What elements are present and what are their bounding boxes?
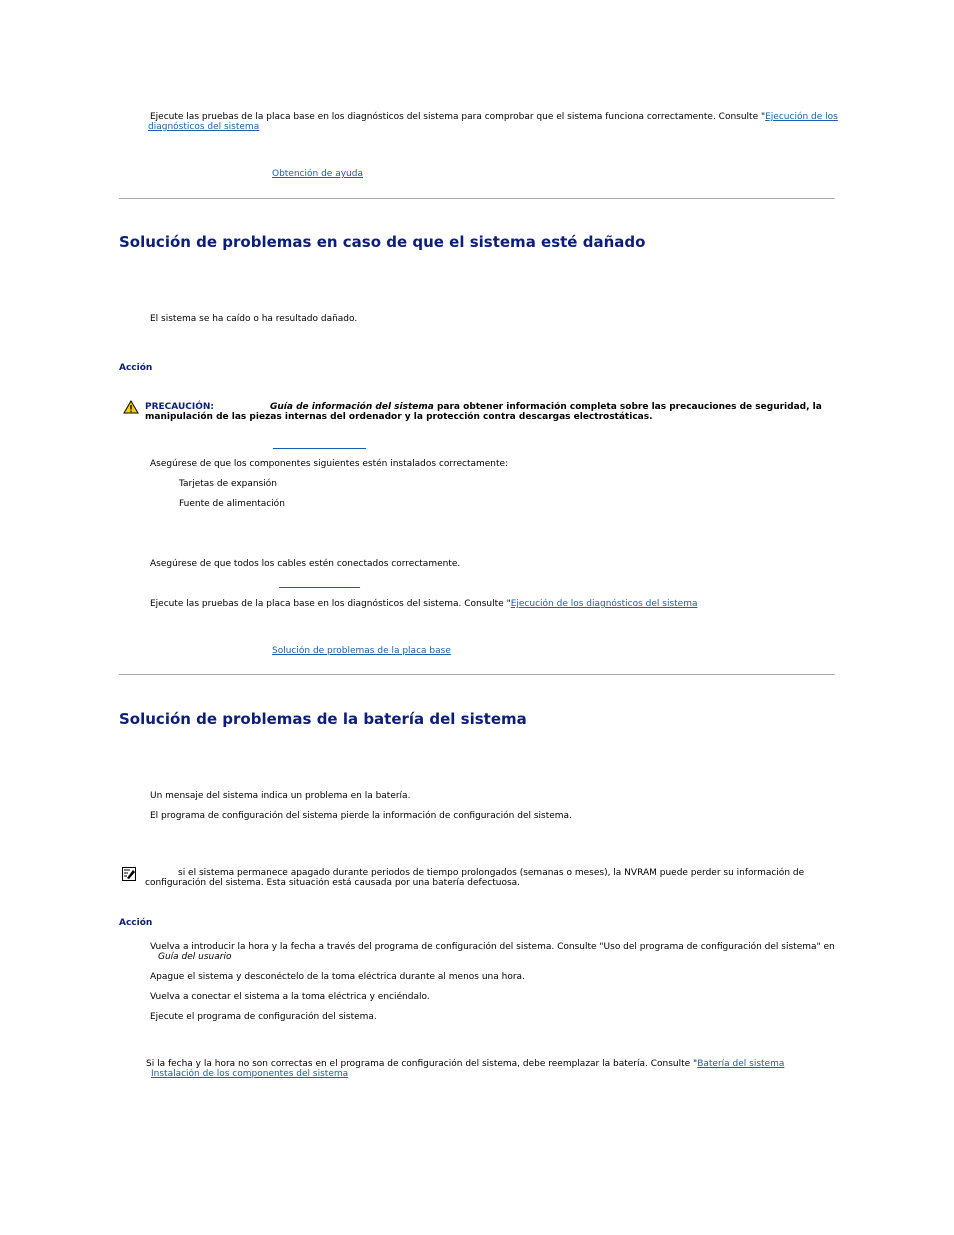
check-cables: Asegúrese de que todos los cables estén conectados correctamente.: [150, 559, 461, 569]
check-components: Asegúrese de que los componentes siguientes estén instalados correctamente:: [150, 459, 509, 469]
diagnostics-link[interactable]: Ejecución de los: [765, 112, 838, 122]
section-divider: [119, 674, 835, 675]
caution-line-1: PRECAUCIÓN: Guía de información del sistema para obtener información completa sobre las precauciones de seguridad, la: [145, 402, 822, 412]
board-troubleshoot-link[interactable]: Solución de problemas de la placa base: [272, 646, 451, 656]
problem-text: El sistema se ha caído o ha resultado dañado.: [150, 314, 358, 324]
battery-step-4: Ejecute el programa de configuración del sistema.: [150, 1012, 377, 1022]
component-item: Fuente de alimentación: [179, 499, 285, 509]
install-components-link[interactable]: Instalación de los componentes del sistema: [151, 1069, 349, 1079]
action-heading: Acción: [119, 363, 153, 373]
caution-line-2: manipulación de las piezas internas del ordenador y la protección contra descargas electrostáticas.: [145, 412, 653, 422]
board-link-line: [272, 646, 451, 656]
problem-text: El programa de configuración del sistema pierde la información de configuración del sistema.: [150, 811, 572, 821]
caution-guide-title: Guía de información del sistema: [270, 402, 434, 412]
diagnostics-step-cont: [148, 122, 259, 132]
run-tests-line: Ejecute las pruebas de la placa base en los diagnósticos del sistema. Consulte "Ejecución de los diagnósticos del sistema: [150, 599, 698, 609]
warning-icon: [123, 400, 139, 414]
run-diagnostics-link[interactable]: Ejecución de los diagnósticos del sistema: [510, 599, 698, 609]
caution-label: PRECAUCIÓN:: [145, 402, 215, 412]
link-underline[interactable]: [273, 448, 366, 449]
user-guide-title: Guía del usuario: [158, 952, 232, 962]
section-title-damaged: Solución de problemas en caso de que el sistema esté dañado: [119, 233, 646, 251]
battery-final-cont: [151, 1069, 348, 1079]
note-line-2: configuración del sistema. Esta situación está causada por una batería defectuosa.: [145, 878, 521, 888]
battery-step-3: Vuelva a conectar el sistema a la toma eléctrica y enciéndalo.: [150, 992, 430, 1002]
section-title-battery: Solución de problemas de la batería del sistema: [119, 710, 527, 728]
help-link-line: [272, 169, 363, 179]
note-line-1: si el sistema permanece apagado durante periodos de tiempo prolongados (semanas o meses), la NVRAM puede perder su información de: [178, 868, 805, 878]
action-heading: Acción: [119, 918, 153, 928]
help-link[interactable]: Obtención de ayuda: [272, 169, 363, 179]
system-battery-link[interactable]: Batería del sistema: [697, 1059, 785, 1069]
link-underline[interactable]: [279, 587, 360, 588]
component-item: Tarjetas de expansión: [179, 479, 278, 489]
diagnostics-step: Ejecute las pruebas de la placa base en los diagnósticos del sistema para comprobar que el sistema funciona correctamente. Consulte "Ejecución de los: [150, 112, 838, 122]
problem-text: Un mensaje del sistema indica un problema en la batería.: [150, 791, 411, 801]
battery-step-1: Vuelva a introducir la hora y la fecha a través del programa de configuración del sistema. Consulte "Uso del programa de configuración del sistema" en: [150, 942, 835, 952]
battery-final-line: Si la fecha y la hora no son correctas en el programa de configuración del sistema, debe reemplazar la batería. Consulte "Batería del sistema: [146, 1059, 785, 1069]
diagnostics-link-cont[interactable]: diagnósticos del sistema: [148, 122, 260, 132]
battery-step-2: Apague el sistema y desconéctelo de la toma eléctrica durante al menos una hora.: [150, 972, 525, 982]
note-icon: [122, 867, 136, 881]
section-divider: [119, 198, 835, 199]
